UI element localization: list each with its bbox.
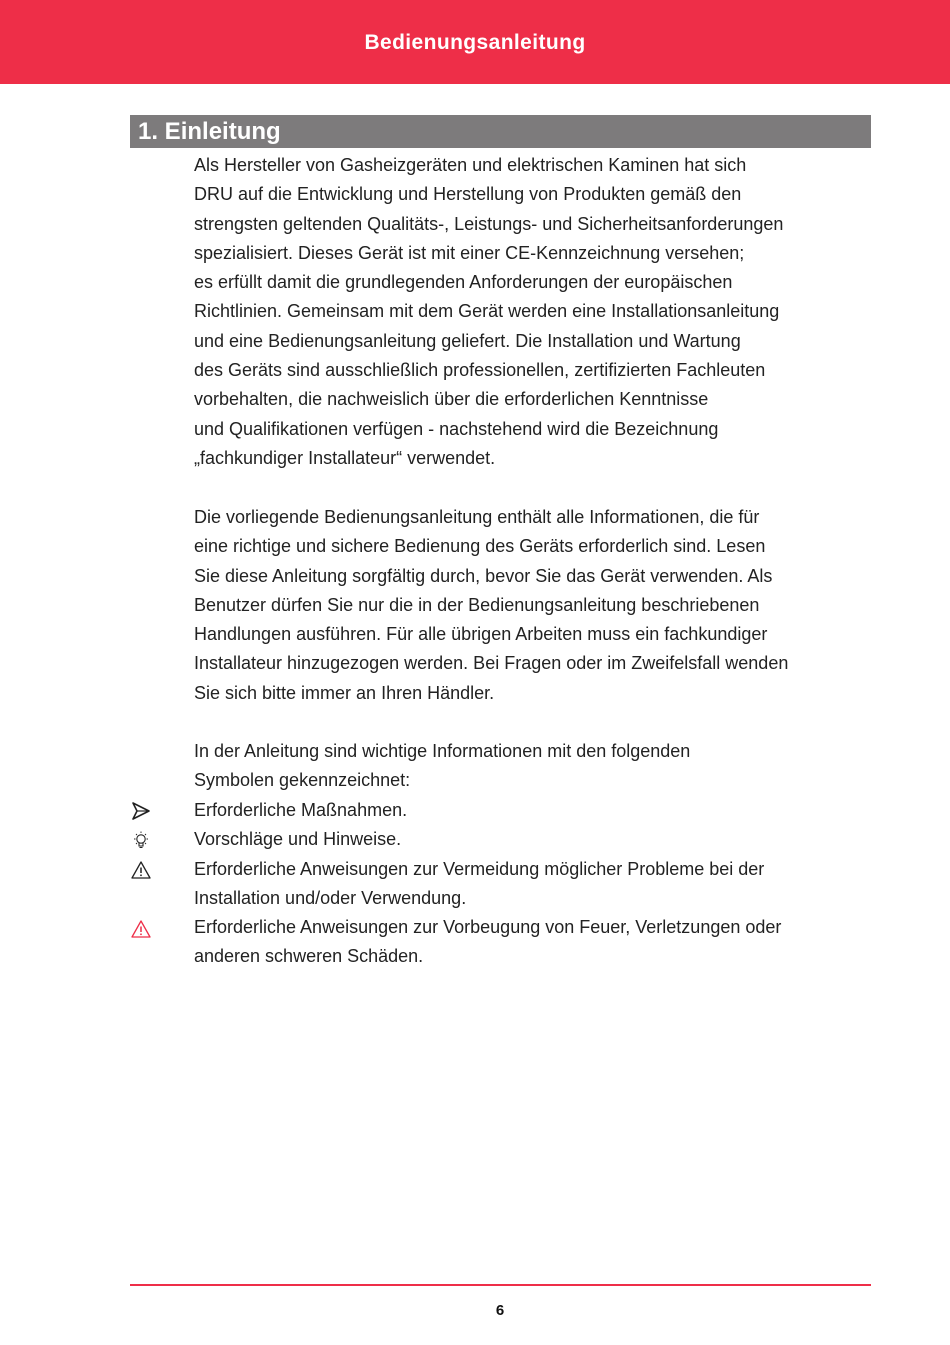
symbol-description: [194, 825, 884, 854]
text-line: Symbolen gekennzeichnet:: [194, 770, 411, 791]
arrow-icon: [130, 800, 152, 822]
danger-triangle-icon: [130, 918, 152, 940]
symbols-intro-paragraph: [194, 737, 884, 796]
page-number: 6: [495, 1302, 505, 1319]
text-line: Installation und/oder Verwendung.: [194, 888, 467, 909]
text-line: Sie sich bitte immer an Ihren Händler.: [194, 682, 495, 703]
text-line: und Qualifikationen verfügen - nachstehend wird die Bezeichnung: [194, 418, 719, 439]
text-line: eine richtige und sichere Bedienung des Geräts erforderlich sind. Lesen: [194, 536, 766, 557]
section-heading-bar: [130, 115, 871, 148]
text-line: Vorschläge und Hinweise.: [194, 829, 402, 849]
text-line: In der Anleitung sind wichtige Informationen mit den folgenden: [194, 741, 691, 761]
text-line: DRU auf die Entwicklung und Herstellung von Produkten gemäß den: [194, 184, 742, 205]
text-line: strengsten geltenden Qualitäts-, Leistungs- und Sicherheitsanforderungen: [194, 213, 784, 234]
usage-paragraph: [194, 503, 884, 708]
footer-divider: [130, 1284, 871, 1286]
text-line: Benutzer dürfen Sie nur die in der Bedienungsanleitung beschriebenen: [194, 594, 760, 615]
text-line: Installateur hinzugezogen werden. Bei Fragen oder im Zweifelsfall wenden: [194, 653, 789, 674]
warning-triangle-icon: [130, 859, 152, 881]
text-line: des Geräts sind ausschließlich professionellen, zertifizierten Fachleuten: [194, 360, 766, 381]
text-line: spezialisiert. Dieses Gerät ist mit einer CE-Kennzeichnung versehen;: [194, 242, 745, 263]
text-line: Erforderliche Anweisungen zur Vorbeugung von Feuer, Verletzungen oder: [194, 917, 782, 937]
text-line: anderen schweren Schäden.: [194, 946, 424, 967]
text-line: Sie diese Anleitung sorgfältig durch, bevor Sie das Gerät verwenden. Als: [194, 565, 773, 586]
text-line: Als Hersteller von Gasheizgeräten und elektrischen Kaminen hat sich: [194, 155, 747, 175]
text-line: Die vorliegende Bedienungsanleitung enthält alle Informationen, die für: [194, 507, 760, 527]
text-line: Handlungen ausführen. Für alle übrigen Arbeiten muss ein fachkundiger: [194, 624, 768, 645]
document-title: Bedienungsanleitung: [364, 31, 586, 54]
intro-paragraph: [194, 151, 884, 473]
lightbulb-icon: [130, 829, 152, 851]
text-line: „fachkundiger Installateur“ verwendet.: [194, 447, 496, 468]
text-line: Erforderliche Anweisungen zur Vermeidung möglicher Probleme bei der: [194, 859, 765, 879]
text-line: Richtlinien. Gemeinsam mit dem Gerät werden eine Installationsanleitung: [194, 301, 780, 322]
symbol-description: [194, 855, 884, 914]
header-bar: [0, 0, 950, 84]
symbol-description: [194, 913, 884, 972]
text-line: und eine Bedienungsanleitung geliefert. Die Installation und Wartung: [194, 330, 741, 351]
text-line: es erfüllt damit die grundlegenden Anforderungen der europäischen: [194, 272, 733, 293]
symbol-description: [194, 796, 884, 825]
text-line: vorbehalten, die nachweislich über die erforderlichen Kenntnisse: [194, 389, 709, 410]
text-line: Erforderliche Maßnahmen.: [194, 800, 408, 820]
section-title: 1. Einleitung: [138, 118, 281, 145]
